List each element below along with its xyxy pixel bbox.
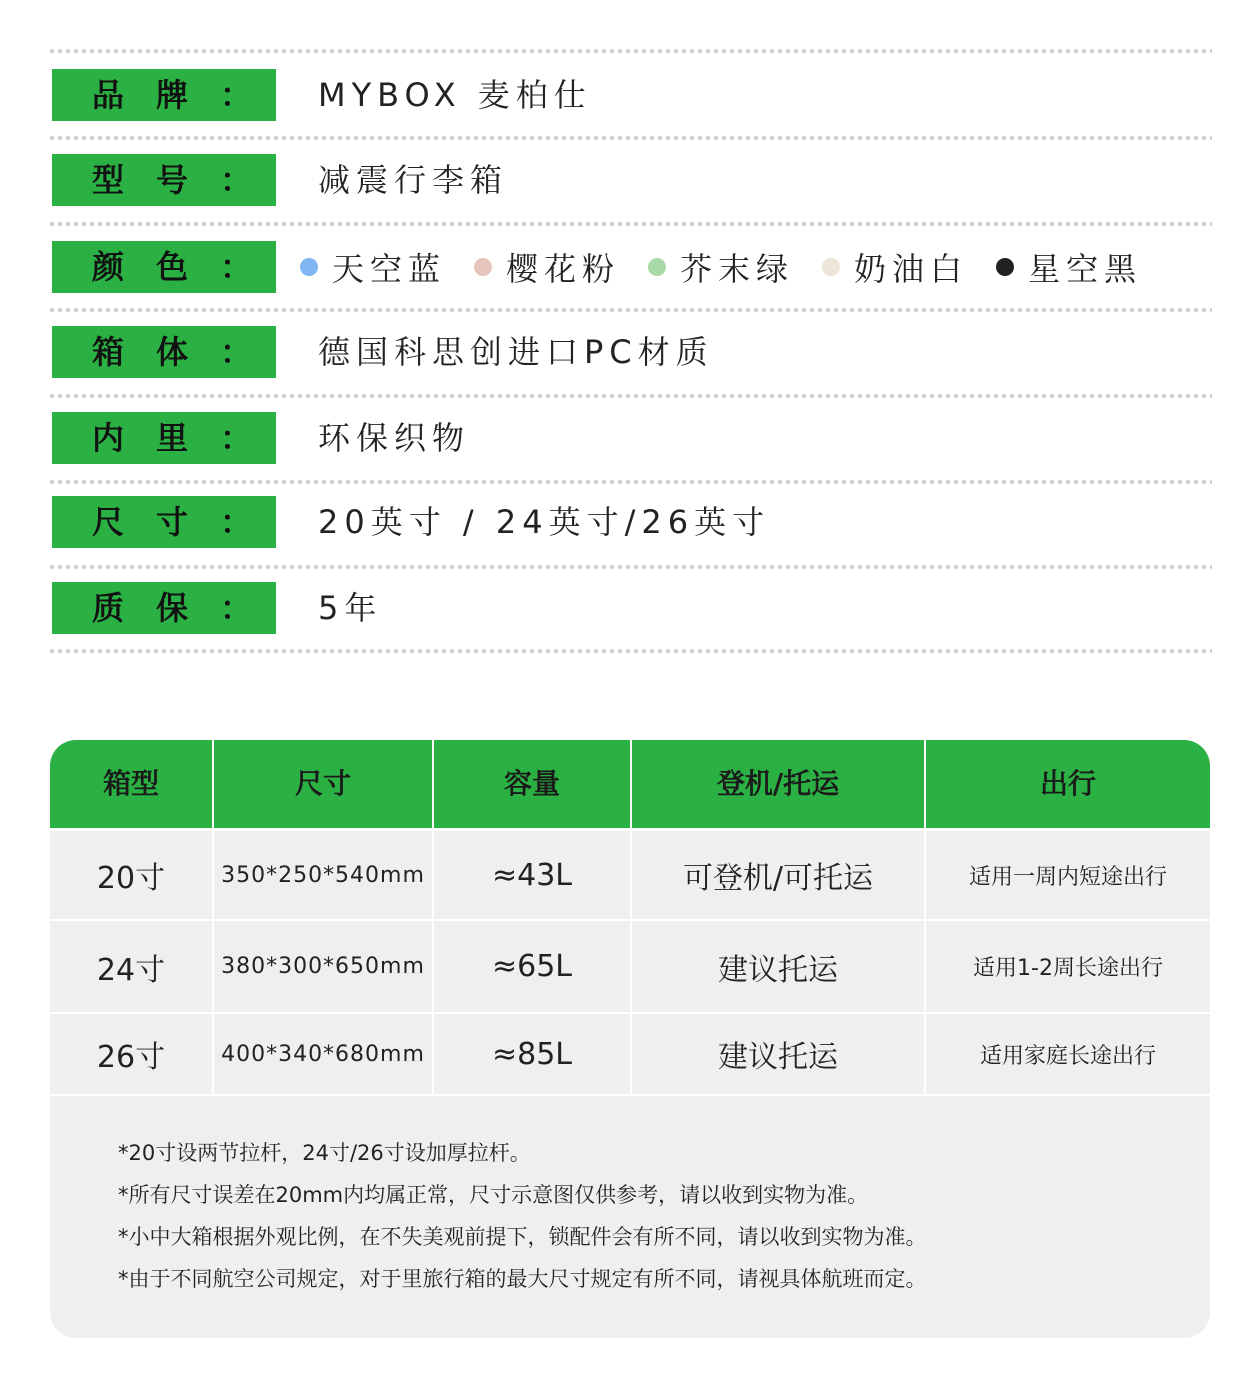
spec-label bbox=[52, 326, 276, 378]
label-char: 牌 bbox=[156, 76, 189, 114]
spec-row-brand bbox=[52, 69, 1212, 121]
cell-trip: 适用1-2周长途出行 bbox=[973, 956, 1163, 981]
label-char: 颜 bbox=[92, 248, 125, 286]
cell-capacity: ≈43L bbox=[491, 857, 573, 893]
spec-label bbox=[52, 496, 276, 548]
label-colon: ： bbox=[220, 503, 253, 541]
label-char: 号 bbox=[156, 161, 189, 199]
color-name: 奶油白 bbox=[854, 250, 969, 288]
label-char: 尺 bbox=[92, 503, 125, 541]
color-option-mustard-green[interactable] bbox=[648, 244, 794, 290]
cell-size: 400*340*680mm bbox=[221, 1041, 425, 1067]
label-colon: ： bbox=[220, 333, 253, 371]
color-name: 芥末绿 bbox=[680, 250, 795, 288]
note-line: *由于不同航空公司规定，对于里旅行箱的最大尺寸规定有所不同，请视具体航班而定。 bbox=[118, 1267, 927, 1291]
spec-row-model bbox=[52, 154, 1212, 206]
label-char: 色 bbox=[156, 248, 189, 286]
color-options bbox=[300, 247, 1170, 287]
color-option-cream-white[interactable] bbox=[822, 244, 968, 290]
table-row bbox=[50, 921, 1210, 1012]
cell-type: 26寸 bbox=[96, 1040, 166, 1075]
spec-row-colors bbox=[52, 241, 1212, 293]
color-swatch bbox=[996, 258, 1014, 276]
table-notes bbox=[118, 1132, 1178, 1300]
label-char: 寸 bbox=[156, 503, 189, 541]
cell-boarding: 建议托运 bbox=[718, 1040, 838, 1075]
label-colon: ： bbox=[220, 76, 253, 114]
dotted-divider bbox=[48, 564, 1212, 570]
header-type: 箱型 bbox=[102, 767, 159, 800]
spec-row-shell bbox=[52, 326, 1212, 378]
color-swatch bbox=[300, 258, 318, 276]
cell-boarding: 建议托运 bbox=[718, 952, 838, 988]
color-swatch bbox=[822, 258, 840, 276]
dotted-divider bbox=[48, 307, 1212, 313]
color-option-sakura-pink[interactable] bbox=[474, 244, 620, 290]
color-name: 星空黑 bbox=[1028, 250, 1143, 288]
table-row bbox=[50, 831, 1210, 919]
header-boarding: 登机/托运 bbox=[716, 767, 840, 800]
label-colon: ： bbox=[220, 248, 253, 286]
spec-label bbox=[52, 69, 276, 121]
spec-label bbox=[52, 241, 276, 293]
row-divider bbox=[50, 1094, 1210, 1096]
color-name: 樱花粉 bbox=[506, 250, 621, 288]
spec-row-lining bbox=[52, 412, 1212, 464]
spec-value-model: 减震行李箱 bbox=[318, 161, 509, 199]
label-char: 内 bbox=[92, 419, 125, 457]
dotted-divider bbox=[48, 135, 1212, 141]
label-char: 体 bbox=[156, 333, 189, 371]
cell-trip: 适用家庭长途出行 bbox=[979, 1043, 1156, 1069]
spec-value-size: 20英寸 / 24英寸/26英寸 bbox=[318, 503, 771, 541]
label-char: 型 bbox=[92, 161, 125, 199]
color-name: 天空蓝 bbox=[332, 250, 447, 288]
label-colon: ： bbox=[220, 419, 253, 457]
label-char: 保 bbox=[156, 589, 189, 627]
cell-type: 20寸 bbox=[96, 861, 166, 896]
spec-value-brand: MYBOX 麦柏仕 bbox=[318, 76, 592, 114]
spec-row-size bbox=[52, 496, 1212, 548]
spec-value-lining: 环保织物 bbox=[318, 419, 471, 457]
label-char: 箱 bbox=[92, 333, 125, 371]
label-char: 里 bbox=[156, 419, 189, 457]
spec-value-warranty: 5年 bbox=[318, 589, 383, 627]
cell-capacity: ≈85L bbox=[491, 1036, 573, 1072]
header-capacity: 容量 bbox=[503, 767, 560, 800]
color-option-starry-black[interactable] bbox=[996, 244, 1142, 290]
label-colon: ： bbox=[220, 161, 253, 199]
spec-label bbox=[52, 412, 276, 464]
note-line: *所有尺寸误差在20mm内均属正常，尺寸示意图仅供参考，请以收到实物为准。 bbox=[118, 1183, 869, 1207]
header-size: 尺寸 bbox=[294, 767, 351, 800]
table-row bbox=[50, 1014, 1210, 1094]
dotted-divider bbox=[48, 48, 1212, 54]
cell-trip: 适用一周内短途出行 bbox=[968, 864, 1167, 890]
dotted-divider bbox=[48, 221, 1212, 227]
label-char: 品 bbox=[92, 76, 125, 114]
spec-row-warranty bbox=[52, 582, 1212, 634]
cell-boarding: 可登机/可托运 bbox=[682, 861, 874, 896]
cell-size: 380*300*650mm bbox=[221, 954, 425, 979]
color-option-sky-blue[interactable] bbox=[300, 244, 446, 290]
header-trip: 出行 bbox=[1039, 767, 1096, 800]
dotted-divider bbox=[48, 393, 1212, 399]
spec-label bbox=[52, 582, 276, 634]
cell-type: 24寸 bbox=[96, 952, 166, 988]
dotted-divider bbox=[48, 479, 1212, 485]
cell-size: 350*250*540mm bbox=[221, 862, 425, 888]
spec-label bbox=[52, 154, 276, 206]
cell-capacity: ≈65L bbox=[491, 949, 573, 984]
size-table bbox=[50, 740, 1210, 1338]
color-swatch bbox=[648, 258, 666, 276]
note-line: *20寸设两节拉杆，24寸/26寸设加厚拉杆。 bbox=[118, 1141, 531, 1165]
label-char: 质 bbox=[92, 589, 125, 627]
color-swatch bbox=[474, 258, 492, 276]
label-colon: ： bbox=[220, 589, 253, 627]
dotted-divider bbox=[48, 648, 1212, 654]
spec-value-shell: 德国科思创进口PC材质 bbox=[318, 333, 714, 371]
note-line: *小中大箱根据外观比例，在不失美观前提下，锁配件会有所不同，请以收到实物为准。 bbox=[118, 1225, 927, 1249]
